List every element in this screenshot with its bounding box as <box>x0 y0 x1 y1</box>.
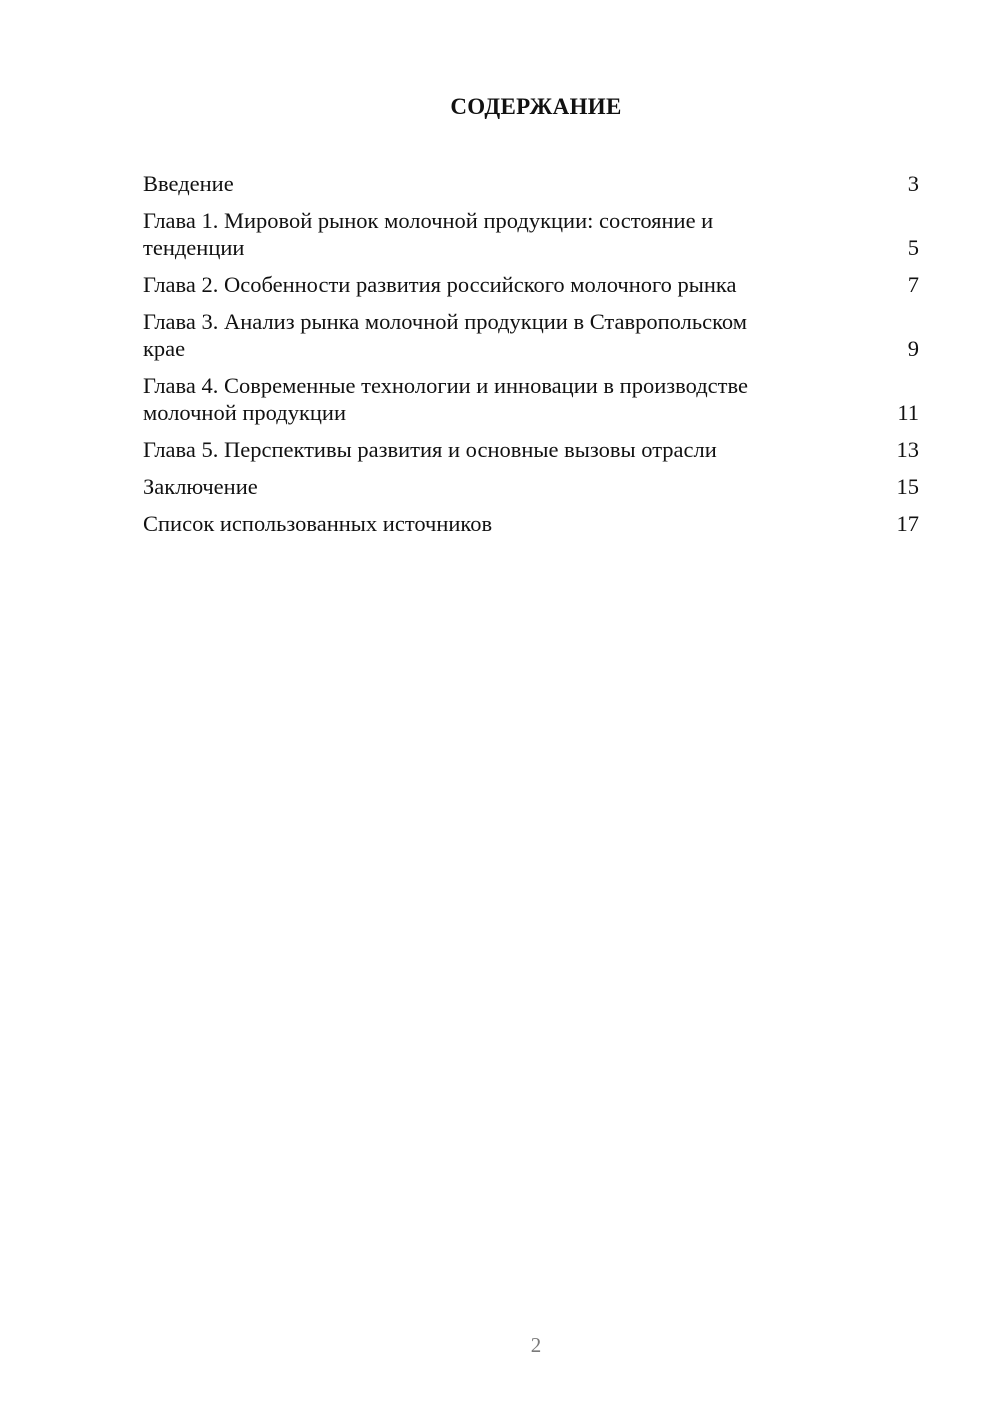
toc-entry-text: Глава 4. Современные технологии и инновации в производстве молочной продукции <box>143 373 748 425</box>
toc-entry-chapter-2[interactable] <box>143 271 919 298</box>
toc-entry-page: 11 <box>897 400 919 425</box>
toc-entry-page: 13 <box>896 437 919 462</box>
toc-entry-chapter-5[interactable] <box>143 436 919 463</box>
toc-entry-introduction[interactable] <box>143 170 919 197</box>
toc-entry-text: Список использованных источников <box>143 511 493 536</box>
toc-entry-text: Глава 3. Анализ рынка молочной продукции в Ставропольском крае <box>143 309 747 361</box>
toc-entry-text: Глава 2. Особенности развития российского молочного рынка <box>143 272 737 297</box>
toc-entry-text: Заключение <box>143 474 258 499</box>
toc-entry-page: 5 <box>907 235 919 260</box>
toc-entry-page: 3 <box>907 171 919 196</box>
toc-entry-page: 17 <box>896 511 919 536</box>
toc-entry-references[interactable] <box>143 510 919 537</box>
toc-entry-chapter-3[interactable] <box>143 308 919 362</box>
table-of-contents <box>143 170 919 547</box>
toc-entry-conclusion[interactable] <box>143 473 919 500</box>
toc-entry-page: 7 <box>907 272 919 297</box>
toc-entry-chapter-1[interactable] <box>143 207 919 261</box>
toc-entry-text: Глава 5. Перспективы развития и основные вызовы отрасли <box>143 437 717 462</box>
toc-entry-chapter-4[interactable] <box>143 372 919 426</box>
toc-entry-page: 15 <box>896 474 919 499</box>
page-number: 2 <box>530 1333 542 1357</box>
toc-entry-page: 9 <box>907 336 919 361</box>
toc-entry-text: Введение <box>143 171 234 196</box>
page-title: СОДЕРЖАНИЕ <box>450 94 622 119</box>
toc-entry-text: Глава 1. Мировой рынок молочной продукции: состояние и тенденции <box>143 208 714 260</box>
